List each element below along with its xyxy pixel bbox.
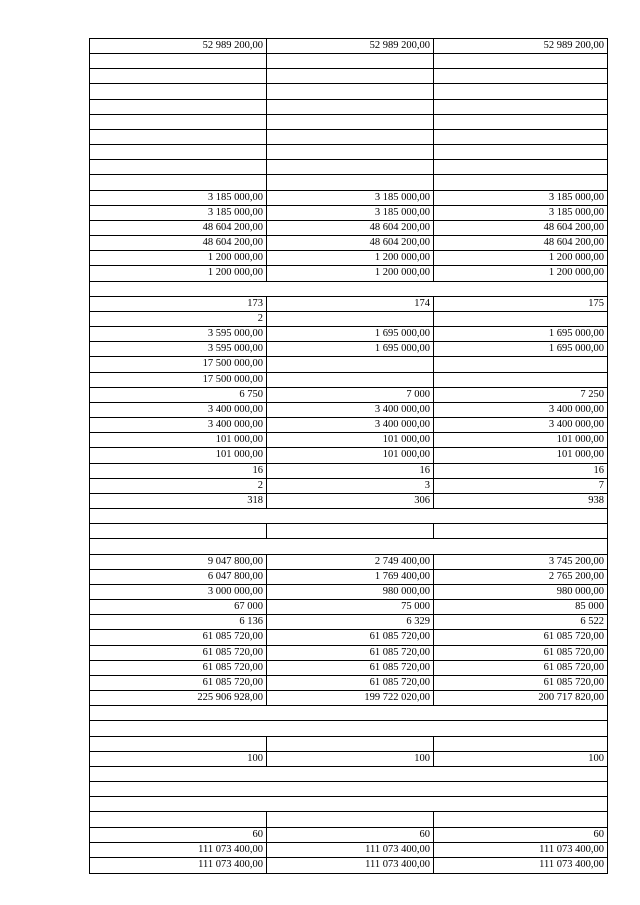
table-cell-col1: 52 989 200,00 xyxy=(202,40,263,51)
table-cell-col3 xyxy=(433,145,607,159)
table-cell-col2: 6 329 xyxy=(266,615,433,629)
table-cell-col1: 48 604 200,00 xyxy=(202,221,263,233)
table-cell-col3: 48 604 200,00 xyxy=(433,236,607,250)
table-row xyxy=(90,646,607,661)
table-cell-col2 xyxy=(266,737,433,751)
table-cell-col1: 225 906 928,00 xyxy=(197,692,263,704)
table-cell-col3 xyxy=(433,115,607,129)
table-cell-col1: 2 xyxy=(257,479,263,491)
table-cell-col2: 306 xyxy=(266,494,433,508)
table-cell-col2: 1 200 000,00 xyxy=(266,266,433,280)
table-cell-col2: 3 185 000,00 xyxy=(266,191,433,205)
table-cell-col3 xyxy=(433,282,607,296)
table-row xyxy=(90,100,607,115)
table-cell-col2: 75 000 xyxy=(266,600,433,614)
table-cell-col3: 61 085 720,00 xyxy=(433,661,607,675)
table-cell-col1: 61 085 720,00 xyxy=(202,631,263,643)
table-cell-col3 xyxy=(433,160,607,174)
financial-table xyxy=(89,38,608,874)
table-cell-col2: 61 085 720,00 xyxy=(266,646,433,660)
table-cell-col1 xyxy=(90,145,266,159)
table-cell-col3: 85 000 xyxy=(433,600,607,614)
table-cell-col1: 17 500 000,00 xyxy=(202,358,263,370)
table-cell-col1: 318 xyxy=(247,494,263,506)
table-row xyxy=(90,676,607,691)
table-cell-col2: 48 604 200,00 xyxy=(266,221,433,235)
table-row xyxy=(90,464,607,479)
table-row xyxy=(90,357,607,372)
table-cell-col1 xyxy=(90,100,266,114)
table-row xyxy=(90,84,607,99)
table-cell-col2 xyxy=(266,721,433,735)
table-cell-col3: 101 000,00 xyxy=(433,433,607,447)
table-row xyxy=(90,630,607,645)
table-cell-col2 xyxy=(266,282,433,296)
table-cell-col2: 111 073 400,00 xyxy=(266,858,433,873)
table-row xyxy=(90,600,607,615)
table-cell-col3: 61 085 720,00 xyxy=(433,676,607,690)
table-cell-col1: 61 085 720,00 xyxy=(202,661,263,673)
table-cell-col2: 1 200 000,00 xyxy=(266,251,433,265)
table-cell-col3: 7 250 xyxy=(433,388,607,402)
table-cell-col1 xyxy=(90,767,266,781)
table-row xyxy=(90,767,607,782)
table-row xyxy=(90,812,607,827)
table-cell-col3: 1 200 000,00 xyxy=(433,251,607,265)
table-cell-col1: 100 xyxy=(247,752,263,764)
table-row xyxy=(90,843,607,858)
table-cell-col2: 61 085 720,00 xyxy=(266,630,433,644)
table-cell-col2: 60 xyxy=(266,828,433,842)
table-row xyxy=(90,494,607,509)
table-cell-col1: 1 200 000,00 xyxy=(207,252,263,264)
table-cell-col1 xyxy=(90,524,266,538)
table-cell-col1: 2 xyxy=(257,312,263,324)
table-cell-col1: 3 400 000,00 xyxy=(207,403,263,415)
table-row xyxy=(90,524,607,539)
table-cell-col1: 61 085 720,00 xyxy=(202,646,263,658)
table-cell-col1: 3 000 000,00 xyxy=(207,585,263,597)
table-cell-col3: 60 xyxy=(433,828,607,842)
table-row xyxy=(90,782,607,797)
table-cell-col2 xyxy=(266,509,433,523)
table-cell-col1 xyxy=(90,282,266,296)
table-cell-col1: 3 595 000,00 xyxy=(207,328,263,340)
table-row xyxy=(90,661,607,676)
table-cell-col1: 173 xyxy=(247,297,263,309)
table-cell-col3: 52 989 200,00 xyxy=(433,39,607,53)
table-cell-col2 xyxy=(266,145,433,159)
table-cell-col1 xyxy=(90,539,266,553)
table-row xyxy=(90,721,607,736)
table-row xyxy=(90,403,607,418)
table-cell-col2: 1 695 000,00 xyxy=(266,342,433,356)
table-row xyxy=(90,206,607,221)
table-cell-col1 xyxy=(90,160,266,174)
table-cell-col3: 3 400 000,00 xyxy=(433,403,607,417)
table-cell-col1 xyxy=(90,84,266,98)
table-cell-col2: 61 085 720,00 xyxy=(266,676,433,690)
table-cell-col2 xyxy=(266,175,433,189)
table-row xyxy=(90,221,607,236)
table-row xyxy=(90,539,607,554)
table-cell-col3: 7 xyxy=(433,479,607,493)
table-row xyxy=(90,570,607,585)
table-cell-col2: 3 400 000,00 xyxy=(266,418,433,432)
table-cell-col3 xyxy=(433,84,607,98)
table-cell-col1: 60 xyxy=(252,828,263,840)
table-cell-col2 xyxy=(266,160,433,174)
table-cell-col2 xyxy=(266,539,433,553)
table-cell-col3 xyxy=(433,175,607,189)
table-cell-col2 xyxy=(266,767,433,781)
table-row xyxy=(90,388,607,403)
table-cell-col2: 174 xyxy=(266,297,433,311)
table-cell-col2 xyxy=(266,357,433,371)
table-row xyxy=(90,509,607,524)
table-cell-col2 xyxy=(266,54,433,68)
table-cell-col2 xyxy=(266,706,433,720)
table-cell-col2 xyxy=(266,797,433,811)
table-cell-col3: 980 000,00 xyxy=(433,585,607,599)
table-row xyxy=(90,160,607,175)
table-row xyxy=(90,266,607,281)
table-cell-col1: 61 085 720,00 xyxy=(202,676,263,688)
table-cell-col2 xyxy=(266,100,433,114)
table-cell-col1: 16 xyxy=(252,464,263,476)
table-row xyxy=(90,297,607,312)
table-cell-col3: 200 717 820,00 xyxy=(433,691,607,705)
table-cell-col1: 6 047 800,00 xyxy=(207,570,263,582)
table-cell-col1: 48 604 200,00 xyxy=(202,237,263,249)
table-cell-col3: 61 085 720,00 xyxy=(433,630,607,644)
table-cell-col1: 17 500 000,00 xyxy=(202,373,263,385)
table-cell-col3: 3 745 200,00 xyxy=(433,555,607,569)
table-cell-col2 xyxy=(266,312,433,326)
table-cell-col1: 67 000 xyxy=(234,601,263,613)
table-cell-col2: 3 185 000,00 xyxy=(266,206,433,220)
table-row xyxy=(90,327,607,342)
table-cell-col1: 111 073 400,00 xyxy=(198,858,263,870)
table-cell-col3 xyxy=(433,130,607,144)
table-cell-col1 xyxy=(90,737,266,751)
table-row xyxy=(90,373,607,388)
table-cell-col1 xyxy=(90,175,266,189)
table-cell-col1: 9 047 800,00 xyxy=(207,555,263,567)
table-cell-col2: 7 000 xyxy=(266,388,433,402)
table-cell-col1 xyxy=(90,812,266,826)
table-row xyxy=(90,479,607,494)
table-cell-col1 xyxy=(90,509,266,523)
table-cell-col3: 175 xyxy=(433,297,607,311)
table-cell-col3: 1 695 000,00 xyxy=(433,327,607,341)
table-row xyxy=(90,312,607,327)
table-cell-col3: 3 400 000,00 xyxy=(433,418,607,432)
table-cell-col3: 3 185 000,00 xyxy=(433,191,607,205)
table-cell-col3: 111 073 400,00 xyxy=(433,858,607,873)
table-row xyxy=(90,797,607,812)
table-cell-col3 xyxy=(433,812,607,826)
table-row xyxy=(90,418,607,433)
table-row xyxy=(90,282,607,297)
table-cell-col1: 1 200 000,00 xyxy=(207,267,263,279)
table-row xyxy=(90,448,607,463)
table-cell-col3: 61 085 720,00 xyxy=(433,646,607,660)
table-cell-col2: 101 000,00 xyxy=(266,433,433,447)
table-cell-col2 xyxy=(266,115,433,129)
table-cell-col2: 48 604 200,00 xyxy=(266,236,433,250)
table-cell-col3: 938 xyxy=(433,494,607,508)
table-cell-col3: 6 522 xyxy=(433,615,607,629)
table-cell-col2 xyxy=(266,524,433,538)
table-row xyxy=(90,615,607,630)
table-cell-col3: 1 200 000,00 xyxy=(433,266,607,280)
table-cell-col1: 3 185 000,00 xyxy=(207,191,263,203)
table-cell-col3 xyxy=(433,524,607,538)
table-row xyxy=(90,251,607,266)
table-row xyxy=(90,858,607,873)
table-cell-col1: 6 136 xyxy=(239,616,263,628)
table-cell-col3: 111 073 400,00 xyxy=(433,843,607,857)
table-cell-col1: 6 750 xyxy=(239,388,263,400)
table-cell-col1: 3 595 000,00 xyxy=(207,343,263,355)
table-row xyxy=(90,175,607,190)
table-cell-col1 xyxy=(90,797,266,811)
table-cell-col2: 1 769 400,00 xyxy=(266,570,433,584)
table-cell-col1: 111 073 400,00 xyxy=(198,843,263,855)
table-cell-col2 xyxy=(266,812,433,826)
table-cell-col2: 61 085 720,00 xyxy=(266,661,433,675)
table-cell-col3 xyxy=(433,69,607,83)
table-row xyxy=(90,115,607,130)
table-cell-col2: 1 695 000,00 xyxy=(266,327,433,341)
table-cell-col2: 3 400 000,00 xyxy=(266,403,433,417)
table-row xyxy=(90,145,607,160)
table-cell-col2 xyxy=(266,69,433,83)
table-row xyxy=(90,828,607,843)
table-cell-col2: 101 000,00 xyxy=(266,448,433,462)
table-row xyxy=(90,54,607,69)
table-row xyxy=(90,555,607,570)
table-cell-col1 xyxy=(90,69,266,83)
table-cell-col3 xyxy=(433,539,607,553)
table-cell-col3: 100 xyxy=(433,752,607,766)
table-cell-col2: 52 989 200,00 xyxy=(266,39,433,53)
table-cell-col1: 3 185 000,00 xyxy=(207,206,263,218)
table-cell-col2: 2 749 400,00 xyxy=(266,555,433,569)
table-row xyxy=(90,691,607,706)
table-cell-col2: 111 073 400,00 xyxy=(266,843,433,857)
table-cell-col3: 3 185 000,00 xyxy=(433,206,607,220)
table-cell-col3 xyxy=(433,706,607,720)
table-cell-col2: 16 xyxy=(266,464,433,478)
table-cell-col3 xyxy=(433,357,607,371)
table-row xyxy=(90,585,607,600)
table-row xyxy=(90,130,607,145)
table-cell-col3 xyxy=(433,767,607,781)
table-row xyxy=(90,342,607,357)
table-cell-col2: 980 000,00 xyxy=(266,585,433,599)
table-cell-col3 xyxy=(433,721,607,735)
table-cell-col3 xyxy=(433,312,607,326)
table-cell-col2 xyxy=(266,130,433,144)
table-row xyxy=(90,737,607,752)
table-cell-col2: 100 xyxy=(266,752,433,766)
table-cell-col1 xyxy=(90,54,266,68)
table-cell-col2 xyxy=(266,782,433,796)
table-cell-col1: 3 400 000,00 xyxy=(207,419,263,431)
table-cell-col1: 101 000,00 xyxy=(215,434,263,446)
table-cell-col3 xyxy=(433,54,607,68)
table-cell-col3 xyxy=(433,797,607,811)
table-cell-col3 xyxy=(433,737,607,751)
table-row xyxy=(90,706,607,721)
table-cell-col3 xyxy=(433,509,607,523)
table-cell-col2 xyxy=(266,84,433,98)
table-cell-col2 xyxy=(266,373,433,387)
table-cell-col3: 2 765 200,00 xyxy=(433,570,607,584)
table-row xyxy=(90,433,607,448)
table-cell-col2: 3 xyxy=(266,479,433,493)
table-cell-col3: 48 604 200,00 xyxy=(433,221,607,235)
table-cell-col3 xyxy=(433,100,607,114)
table-row xyxy=(90,69,607,84)
table-row xyxy=(90,752,607,767)
table-cell-col1 xyxy=(90,130,266,144)
table-cell-col3: 1 695 000,00 xyxy=(433,342,607,356)
table-cell-col2: 199 722 020,00 xyxy=(266,691,433,705)
table-cell-col1 xyxy=(90,721,266,735)
table-row xyxy=(90,191,607,206)
table-cell-col1 xyxy=(90,115,266,129)
table-cell-col3 xyxy=(433,373,607,387)
table-cell-col3: 16 xyxy=(433,464,607,478)
table-cell-col3: 101 000,00 xyxy=(433,448,607,462)
table-row xyxy=(90,236,607,251)
table-cell-col1 xyxy=(90,706,266,720)
table-cell-col3 xyxy=(433,782,607,796)
table-cell-col1: 101 000,00 xyxy=(215,449,263,461)
table-cell-col1 xyxy=(90,782,266,796)
table-row xyxy=(90,39,607,54)
